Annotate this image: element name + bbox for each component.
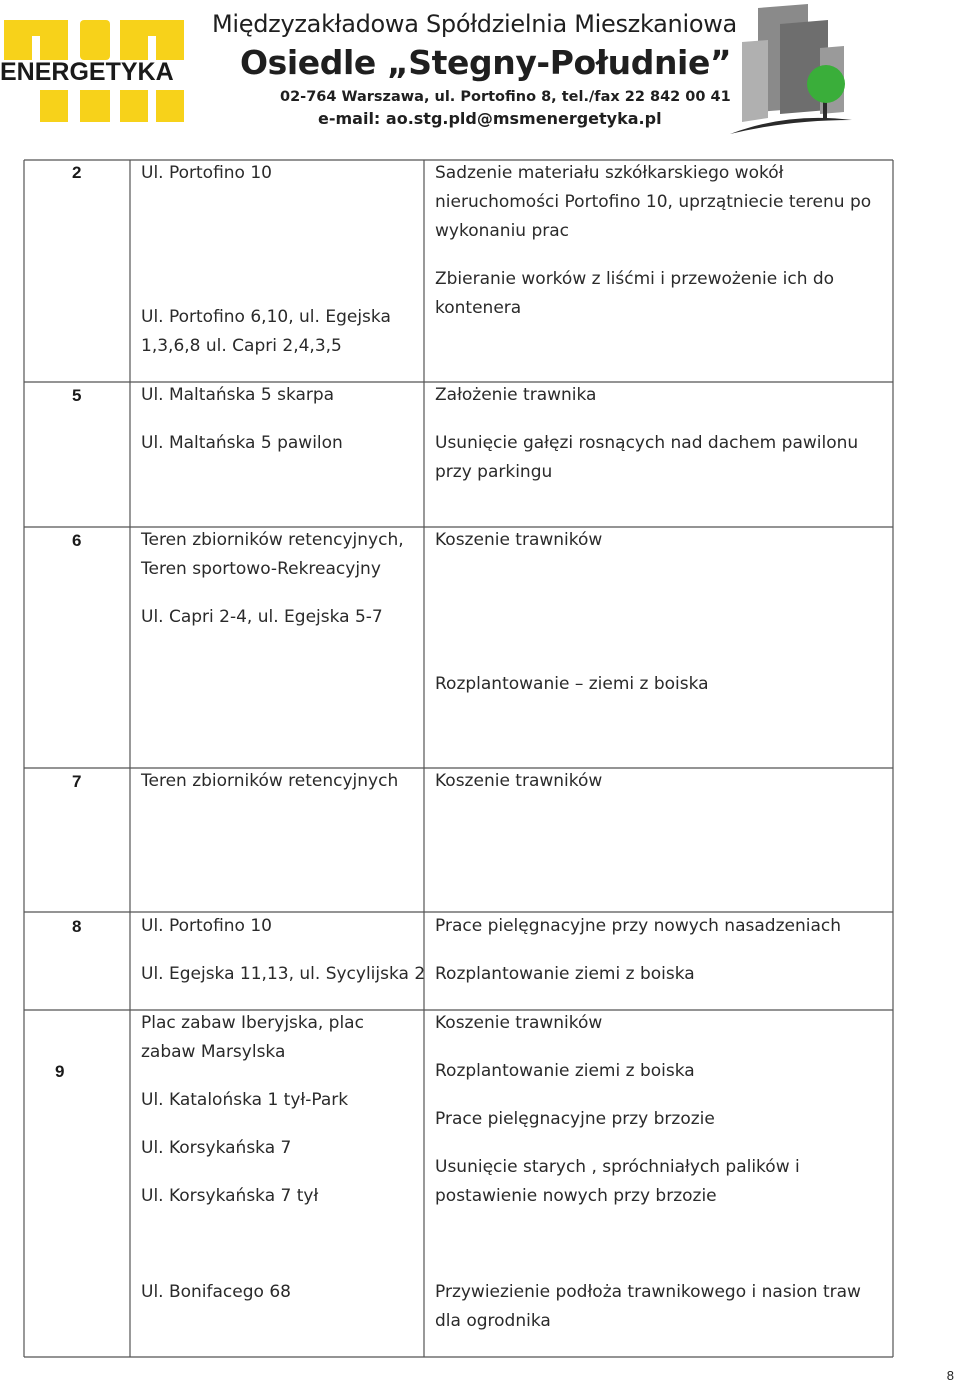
row-number: 5 xyxy=(72,386,82,405)
location-text: Plac zabaw Iberyjska, plac xyxy=(141,1013,364,1033)
location-text: Ul. Korsykańska 7 tył xyxy=(141,1186,319,1206)
logo-brand-text: ENERGETYKA xyxy=(0,58,174,86)
location-text: Teren zbiorników retencyjnych xyxy=(141,771,399,791)
task-text: Koszenie trawników xyxy=(435,771,603,791)
task-text: Koszenie trawników xyxy=(435,1013,603,1033)
task-text: Koszenie trawników xyxy=(435,530,603,550)
location-text: Ul. Katalońska 1 tył-Park xyxy=(141,1090,349,1110)
page-number: 8 xyxy=(946,1368,954,1383)
location-text: Ul. Bonifacego 68 xyxy=(141,1282,291,1302)
task-text: Zbieranie worków z liśćmi i przewożenie ich do xyxy=(435,269,835,289)
task-text: kontenera xyxy=(435,298,522,318)
org-address: 02-764 Warszawa, ul. Portofino 8, tel./fax 22 842 00 41 xyxy=(280,89,731,105)
task-text: Założenie trawnika xyxy=(435,385,597,405)
task-text: Rozplantowanie ziemi z boiska xyxy=(435,964,695,984)
task-text: Rozplantowanie – ziemi z boiska xyxy=(435,674,709,694)
location-text: Ul. Portofino 6,10, ul. Egejska xyxy=(141,307,391,327)
location-text: Ul. Maltańska 5 pawilon xyxy=(141,433,343,453)
task-text: dla ogrodnika xyxy=(435,1311,551,1331)
task-text: Prace pielęgnacyjne przy brzozie xyxy=(435,1109,715,1129)
location-text: Ul. Korsykańska 7 xyxy=(141,1138,292,1158)
location-text: Teren sportowo-Rekreacyjny xyxy=(141,559,381,579)
location-text: Ul. Portofino 10 xyxy=(141,163,272,183)
location-text: Ul. Maltańska 5 skarpa xyxy=(141,385,335,405)
row-number: 8 xyxy=(72,917,82,936)
row-number: 2 xyxy=(72,163,82,182)
task-text: Sadzenie materiału szkółkarskiego wokół xyxy=(435,163,784,183)
task-text: przy parkingu xyxy=(435,462,553,482)
org-name: Międzyzakładowa Spółdzielnia Mieszkaniowa xyxy=(212,10,737,38)
location-text: Ul. Capri 2-4, ul. Egejska 5-7 xyxy=(141,607,383,627)
estate-name: Osiedle „Stegny-Południe” xyxy=(240,43,732,82)
row-number: 6 xyxy=(72,531,82,550)
location-text: zabaw Marsylska xyxy=(141,1042,286,1062)
row-number: 7 xyxy=(72,772,82,791)
task-text: wykonaniu prac xyxy=(435,221,570,241)
task-text: postawienie nowych przy brzozie xyxy=(435,1186,717,1206)
location-text: Ul. Portofino 10 xyxy=(141,916,272,936)
location-text: Teren zbiorników retencyjnych, xyxy=(141,530,404,550)
task-text: Przywiezienie podłoża trawnikowego i nasion traw xyxy=(435,1282,861,1302)
org-email: e-mail: ao.stg.pld@msmenergetyka.pl xyxy=(318,109,662,128)
location-text: Ul. Egejska 11,13, ul. Sycylijska 2 xyxy=(141,964,426,984)
task-text: Usunięcie starych , spróchniałych palików i xyxy=(435,1157,800,1177)
task-text: Rozplantowanie ziemi z boiska xyxy=(435,1061,695,1081)
task-text: Prace pielęgnacyjne przy nowych nasadzeniach xyxy=(435,916,841,936)
task-text: Usunięcie gałęzi rosnących nad dachem pawilonu xyxy=(435,433,859,453)
task-text: nieruchomości Portofino 10, uprzątniecie terenu po xyxy=(435,192,872,212)
location-text: 1,3,6,8 ul. Capri 2,4,3,5 xyxy=(141,336,342,356)
row-number: 9 xyxy=(55,1062,65,1081)
